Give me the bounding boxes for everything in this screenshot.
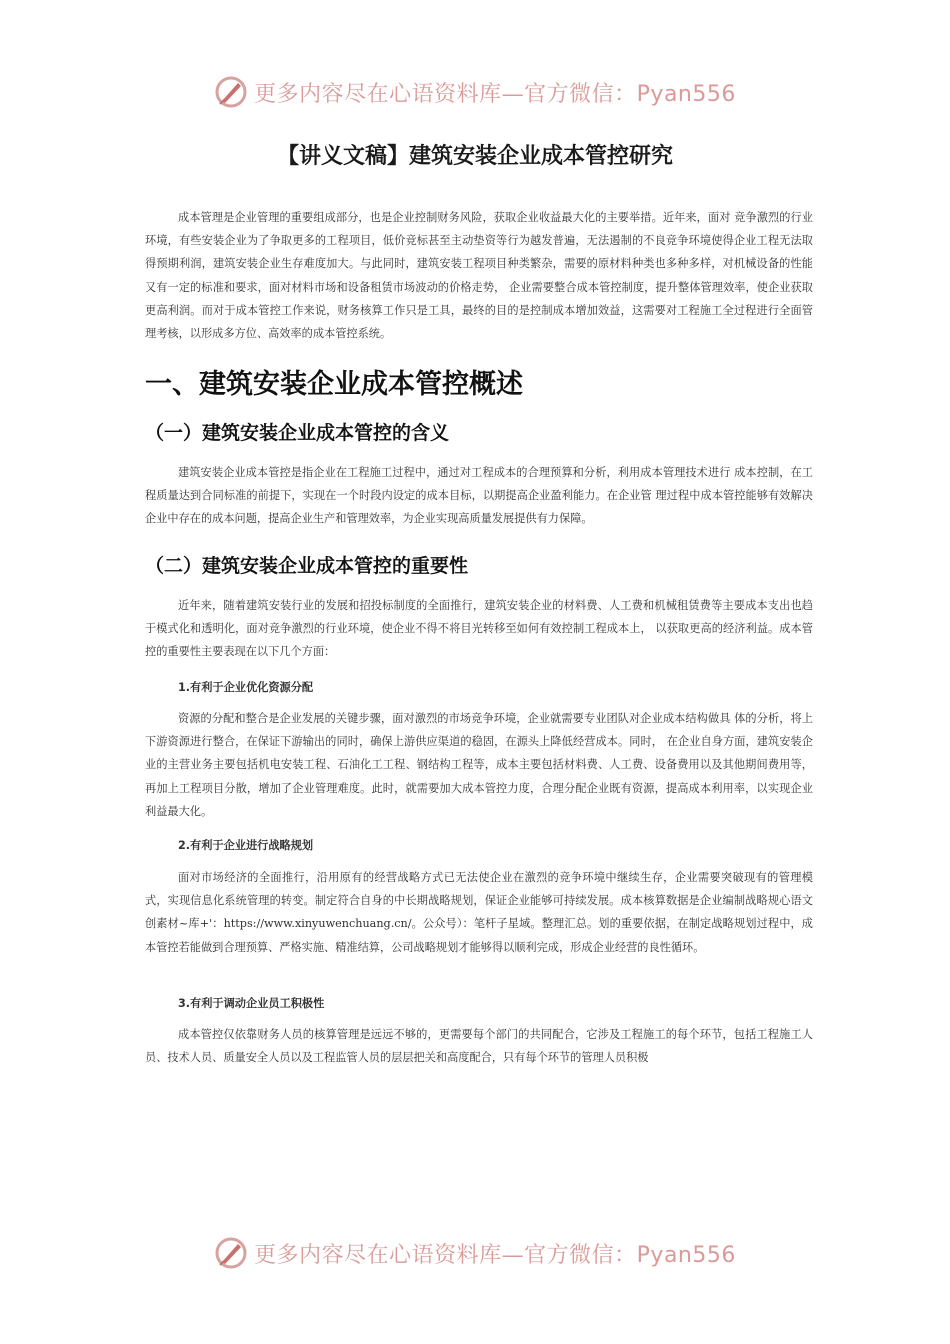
subsection-1-heading: （一）建筑安装企业成本管控的含义 [145,422,450,444]
point-2-heading: 2.有利于企业进行战略规划 [178,839,314,852]
intro-section [145,206,813,345]
point-3-heading: 3.有利于调动企业员工积极性 [178,997,325,1010]
subsection-2-heading: （二）建筑安装企业成本管控的重要性 [145,555,469,577]
footer-banner [0,1233,950,1273]
quill-logo-icon [214,75,248,109]
point-3-paragraph: 成本管控仅依靠财务人员的核算管理是远远不够的，更需要每个部门的共同配合，它涉及工程施工的每个环节，包括工程施工人员、技术人员、质量安全人员以及工程监管人员的层层把关和高度配合，只有每个环节的管理人员积极 [145,1028,813,1065]
point-2-paragraph: 面对市场经济的全面推行，沿用原有的经营战略方式已无法使企业在激烈的竞争环境中继续生存，企业需要突破现有的管理模式，实现信息化系统管理的转变。制定符合自身的中长期战略规划，保证企业能够可持续发展。成本核算数据是企业编制战略规心语文创素材~库+'：https://www.xinyuwenchuang.cn/。公众号）：笔杆子星域。整理汇总。划的重要依据，在制定战略规划过程中，成本管控若能做到合理预算、严格实施、精准结算，公司战略规划才能够得以顺利完成，形成企业经营的良性循环。 [145,871,813,954]
document-title: 【讲义文稿】建筑安装企业成本管控研究 [276,144,673,169]
subsection-1-paragraph: 建筑安装企业成本管控是指企业在工程施工过程中，通过对工程成本的合理预算和分析，利用成本管理技术进行 成本控制，在工程质量达到合同标准的前提下，实现在一个时段内设定的成本目标，以期提高企业盈利能力。在企业管 理过程中成本管控能够有效解决企业中存在的成本问题，提高企业生产和管理效率，为企业实现高质量发展提供有力保障。 [145,466,813,526]
subsection-1-body [145,461,813,531]
banner-text: 更多内容尽在心语资料库—官方微信：Pyan556 [254,1242,736,1268]
banner-text: 更多内容尽在心语资料库—官方微信：Pyan556 [254,81,736,107]
point-1-body [145,707,813,823]
section-1-heading: 一、建筑安装企业成本管控概述 [145,369,523,400]
header-banner [0,72,950,112]
subsection-2-paragraph: 近年来，随着建筑安装行业的发展和招投标制度的全面推行，建筑安装企业的材料费、人工费和机械租赁费等主要成本支出也趋于模式化和透明化，面对竞争激烈的行业环境，使企业不得不将目光转移至如何有效控制工程成本上， 以获取更高的经济利益。成本管控的重要性主要表现在以下几个方面： [145,599,813,659]
point-3-body [145,1023,813,1069]
point-1-heading: 1.有利于企业优化资源分配 [178,681,314,694]
intro-paragraph: 成本管理是企业管理的重要组成部分，也是企业控制财务风险，获取企业收益最大化的主要举措。近年来，面对 竞争激烈的行业环境，有些安装企业为了争取更多的工程项目，低价竞标甚至主动垫资等行为越发普遍，无法遏制的不良竞争环境使得企业工程无法取得预期利润，建筑安装企业生存难度加大。与此同时，建筑安装工程项目种类繁杂，需要的原材料种类也多种多样，对机械设备的性能又有一定的标准和要求，面对材料市场和设备租赁市场波动的价格走势， 企业需要整合成本管控制度，提升整体管理效率，使企业获取更高利润。而对于成本管控工作来说，财务核算工作只是工具，最终的目的是控制成本增加效益，这需要对工程施工全过程进行全面管理考核，以形成多方位、高效率的成本管控系统。 [145,211,813,341]
point-1-paragraph: 资源的分配和整合是企业发展的关键步骤，面对激烈的市场竞争环境，企业就需要专业团队对企业成本结构做具 体的分析，将上下游资源进行整合，在保证下游输出的同时，确保上游供应渠道的稳固，在源头上降低经营成本。同时， 在企业自身方面，建筑安装企业的主营业务主要包括机电安装工程、石油化工工程、钢结构工程等，成本主要包括材料费、人工费、设备费用以及其他期间费用等，再加上工程项目分散，增加了企业管理难度。此时，就需要加大成本管控力度，合理分配企业既有资源，提高成本利用率，以实现企业利益最大化。 [145,712,813,818]
point-2-body [145,866,813,959]
wechat-id: Pyan556 [636,1242,736,1268]
subsection-2-body [145,594,813,664]
wechat-id: Pyan556 [636,81,736,107]
quill-logo-icon [214,1236,248,1270]
